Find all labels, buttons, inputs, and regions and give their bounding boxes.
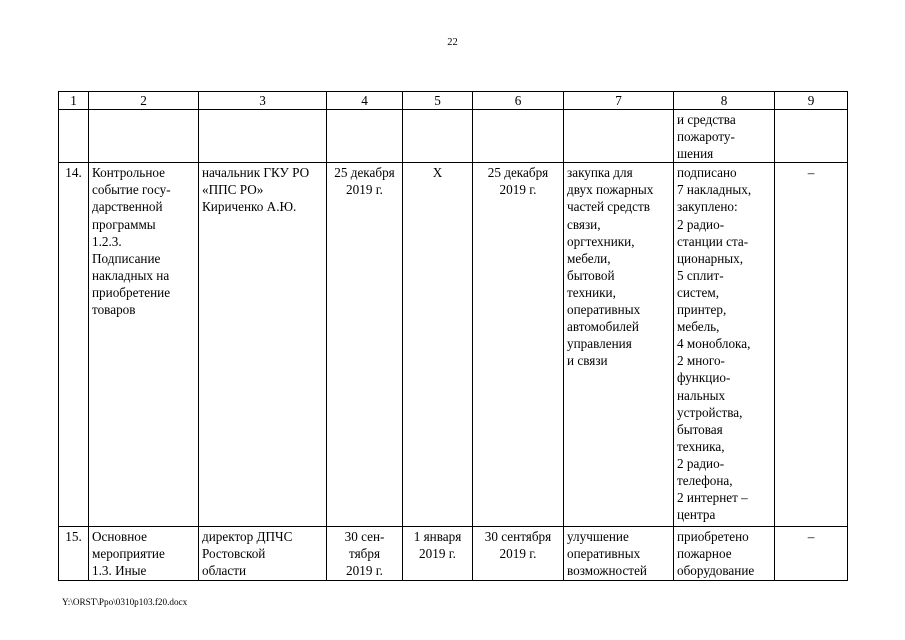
table-cell xyxy=(564,110,674,163)
page-number: 22 xyxy=(447,37,458,48)
report-table xyxy=(58,91,848,581)
table-cell xyxy=(327,110,403,163)
planned-result-cell: закупка для двух пожарных частей средств связи, оргтехники, мебели, бытовой техники, оперативных автомобилей управления и связи xyxy=(564,163,674,527)
actual-start-cell: 1 января 2019 г. xyxy=(403,527,473,580)
table-cell xyxy=(473,110,564,163)
planned-start-cell: 30 сен- тября 2019 г. xyxy=(327,527,403,580)
planned-result-cell: улучшение оперативных возможностей xyxy=(564,527,674,580)
column-number-row xyxy=(59,92,848,110)
column-number: 3 xyxy=(199,92,327,110)
column-number: 1 xyxy=(59,92,89,110)
reasons-cell: – xyxy=(775,163,848,527)
reasons-cell: – xyxy=(775,527,848,580)
table-cell xyxy=(199,110,327,163)
table-row xyxy=(59,163,848,527)
actual-result-cell: и средства пожароту- шения xyxy=(674,110,775,163)
responsible-cell: директор ДПЧС Ростовской области xyxy=(199,527,327,580)
planned-start-cell: 25 декабря 2019 г. xyxy=(327,163,403,527)
file-path-footer: Y:\ORST\Ppo\0310p103.f20.docx xyxy=(62,597,188,607)
row-number-cell: 15. xyxy=(59,527,89,580)
column-number: 2 xyxy=(89,92,199,110)
responsible-cell: начальник ГКУ РО «ППС РО» Кириченко А.Ю. xyxy=(199,163,327,527)
table-row xyxy=(59,527,848,580)
event-name-cell: Контрольное событие госу- дарственной программы 1.2.3. Подписание накладных на приобретение товаров xyxy=(89,163,199,527)
column-number: 9 xyxy=(775,92,848,110)
table-cell xyxy=(403,110,473,163)
row-number-cell: 14. xyxy=(59,163,89,527)
column-number: 7 xyxy=(564,92,674,110)
event-name-cell: Основное мероприятие 1.3. Иные xyxy=(89,527,199,580)
column-number: 4 xyxy=(327,92,403,110)
continuation-row xyxy=(59,110,848,163)
planned-end-cell: 25 декабря 2019 г. xyxy=(473,163,564,527)
table-cell xyxy=(89,110,199,163)
actual-result-cell: приобретено пожарное оборудование xyxy=(674,527,775,580)
column-number: 8 xyxy=(674,92,775,110)
actual-result-cell: подписано 7 накладных, закуплено: 2 радио- станции ста- ционарных, 5 сплит- систем, принтер, мебель, 4 моноблока, 2 много- функцио- нальных устройства, бытовая техника, 2 радио- телефона, 2 интернет – центра xyxy=(674,163,775,527)
column-number: 6 xyxy=(473,92,564,110)
planned-end-cell: 30 сентября 2019 г. xyxy=(473,527,564,580)
actual-start-cell: Х xyxy=(403,163,473,527)
table-cell xyxy=(59,110,89,163)
table-cell xyxy=(775,110,848,163)
column-number: 5 xyxy=(403,92,473,110)
